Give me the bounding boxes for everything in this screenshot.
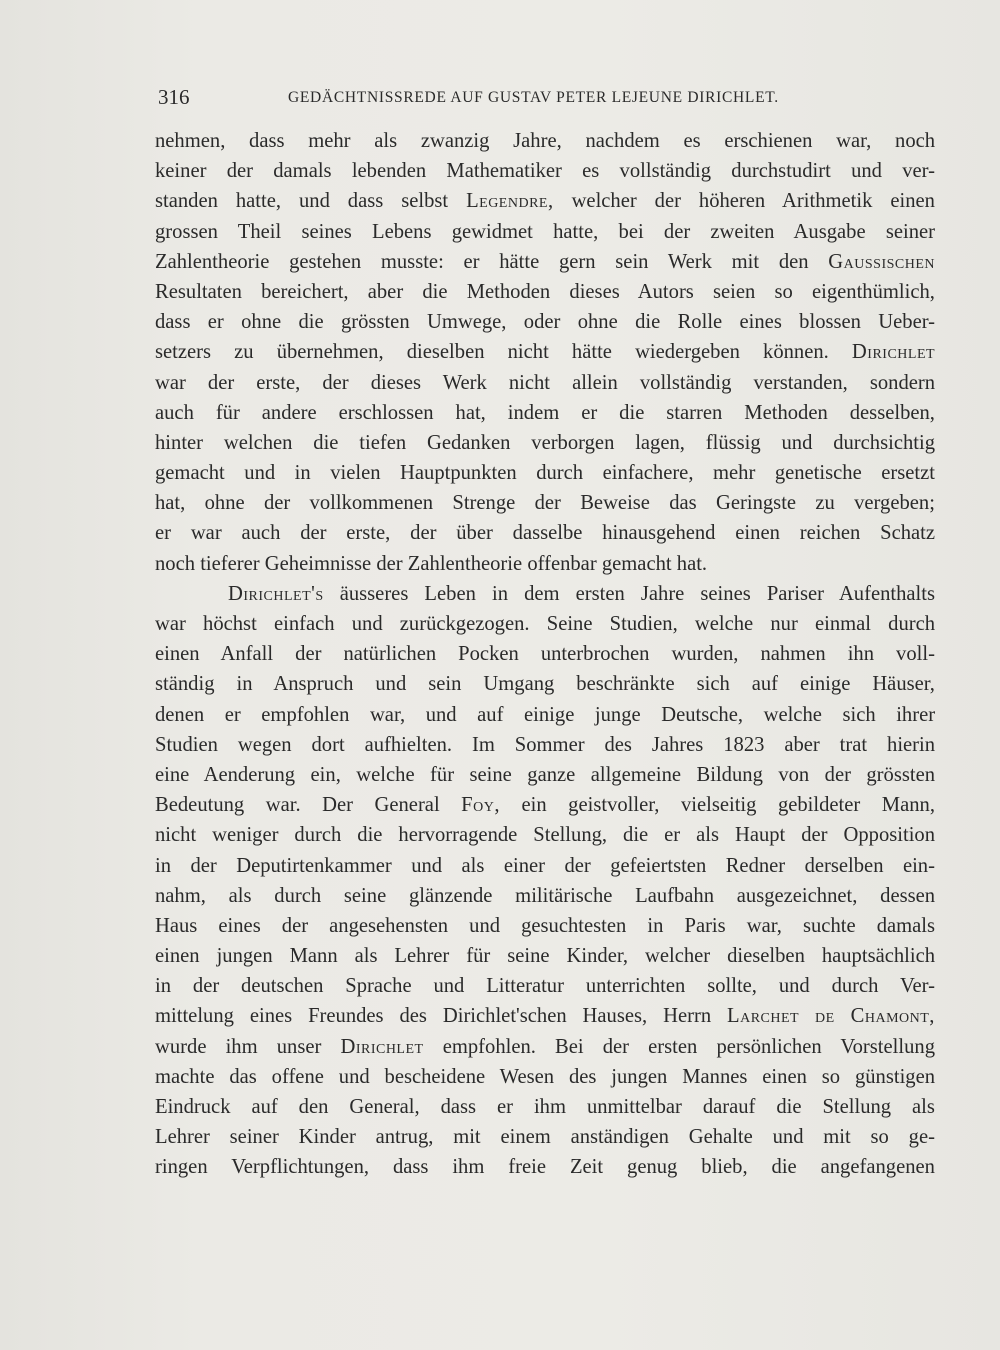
text-line: wurde ihm unser Dirichlet empfohlen. Bei der ersten persönlichen Vorstellung [155,1035,935,1058]
text-line: nahm, als durch seine glänzende militärische Laufbahn ausgezeichnet, dessen [155,884,936,907]
text-line: war höchst einfach und zurückgezogen. Seine Studien, welche nur einmal durch [155,613,936,635]
text-line: einen jungen Mann als Lehrer für seine Kinder, welcher dieselben hauptsächlich [155,945,936,968]
text-line: denen er empfohlen war, und auf einige junge Deutsche, welche sich ihrer [155,703,936,726]
text-line: mittelung eines Freundes des Dirichlet'schen Hauses, Herrn Larchet de Chamont, [155,1005,935,1028]
text-line: noch tieferer Geheimnisse der Zahlentheorie offenbar gemacht hat. [155,552,708,575]
page-header [158,84,938,114]
text-line: ständig in Anspruch und sein Umgang beschränkte sich auf einige Häuser, [155,673,935,696]
text-line: setzers zu übernehmen, dieselben nicht hätte wiedergeben können. Dirichlet [155,341,936,364]
body-text [155,126,935,1183]
text-line: Zahlentheorie gestehen musste: er hätte gern sein Werk mit den Gaussischen [155,250,936,273]
text-line: Dirichlet's äusseres Leben in dem ersten Jahre seines Pariser Aufenthalts [228,582,936,605]
page-number: 316 [158,85,190,109]
text-line: einen Anfall der natürlichen Pocken unterbrochen wurden, nahmen ihn voll- [155,643,935,666]
text-line: nehmen, dass mehr als zwanzig Jahre, nachdem es erschienen war, noch [155,130,936,152]
text-line: Resultaten bereichert, aber die Methoden dieses Autors seien so eigenthümlich, [155,280,935,303]
text-line: auch für andere erschlossen hat, indem er die starren Methoden desselben, [155,401,935,424]
text-line: in der deutschen Sprache und Litteratur unterrichten sollte, und durch Ver- [155,975,935,998]
text-line: hinter welchen die tiefen Gedanken verborgen lagen, flüssig und durchsichtig [155,431,936,454]
text-line: ringen Verpflichtungen, dass ihm freie Zeit genug blieb, die angefangenen [155,1156,935,1179]
text-line: eine Aenderung ein, welche für seine ganze allgemeine Bildung von der grössten [155,763,936,786]
text-line: grossen Theil seines Lebens gewidmet hatte, bei der zweiten Ausgabe seiner [155,220,935,243]
text-line: Eindruck auf den General, dass er ihm unmittelbar darauf die Stellung als [155,1096,935,1118]
text-line: er war auch der erste, der über dasselbe hinausgehend einen reichen Schatz [155,522,936,545]
text-line: gemacht und in vielen Hauptpunkten durch einfachere, mehr genetische ersetzt [155,462,935,485]
text-line: Studien wegen dort aufhielten. Im Sommer des Jahres 1823 aber trat hierin [155,733,936,756]
paragraph-2 [155,579,935,1183]
text-line: keiner der damals lebenden Mathematiker es vollständig durchstudirt und ver- [155,160,935,183]
text-line: standen hatte, und dass selbst Legendre, welcher der höheren Arithmetik einen [155,190,935,213]
text-line: nicht weniger durch die hervorragende Stellung, die er als Haupt der Opposition [155,824,936,847]
text-line: Haus eines der angesehensten und gesuchtesten in Paris war, suchte damals [155,914,936,937]
paragraph-1 [155,126,935,579]
text-line: in der Deputirtenkammer und als einer der gefeiertsten Redner derselben ein- [155,854,935,877]
text-line: Bedeutung war. Der General Foy, ein geistvoller, vielseitig gebildeter Mann, [155,794,935,817]
text-line: dass er ohne die grössten Umwege, oder ohne die Rolle eines blossen Ueber- [155,311,936,334]
text-line: war der erste, der dieses Werk nicht allein vollständig verstanden, sondern [155,371,936,394]
text-line: machte das offene und bescheidene Wesen des jungen Mannes einen so günstigen [155,1065,936,1088]
text-line: hat, ohne der vollkommenen Strenge der Beweise das Geringste zu vergeben; [155,492,935,515]
running-head: GEDÄCHTNISSREDE AUF GUSTAV PETER LEJEUNE DIRICHLET. [288,89,779,106]
text-line: Lehrer seiner Kinder antrug, mit einem anständigen Gehalte und mit so ge- [155,1126,935,1149]
